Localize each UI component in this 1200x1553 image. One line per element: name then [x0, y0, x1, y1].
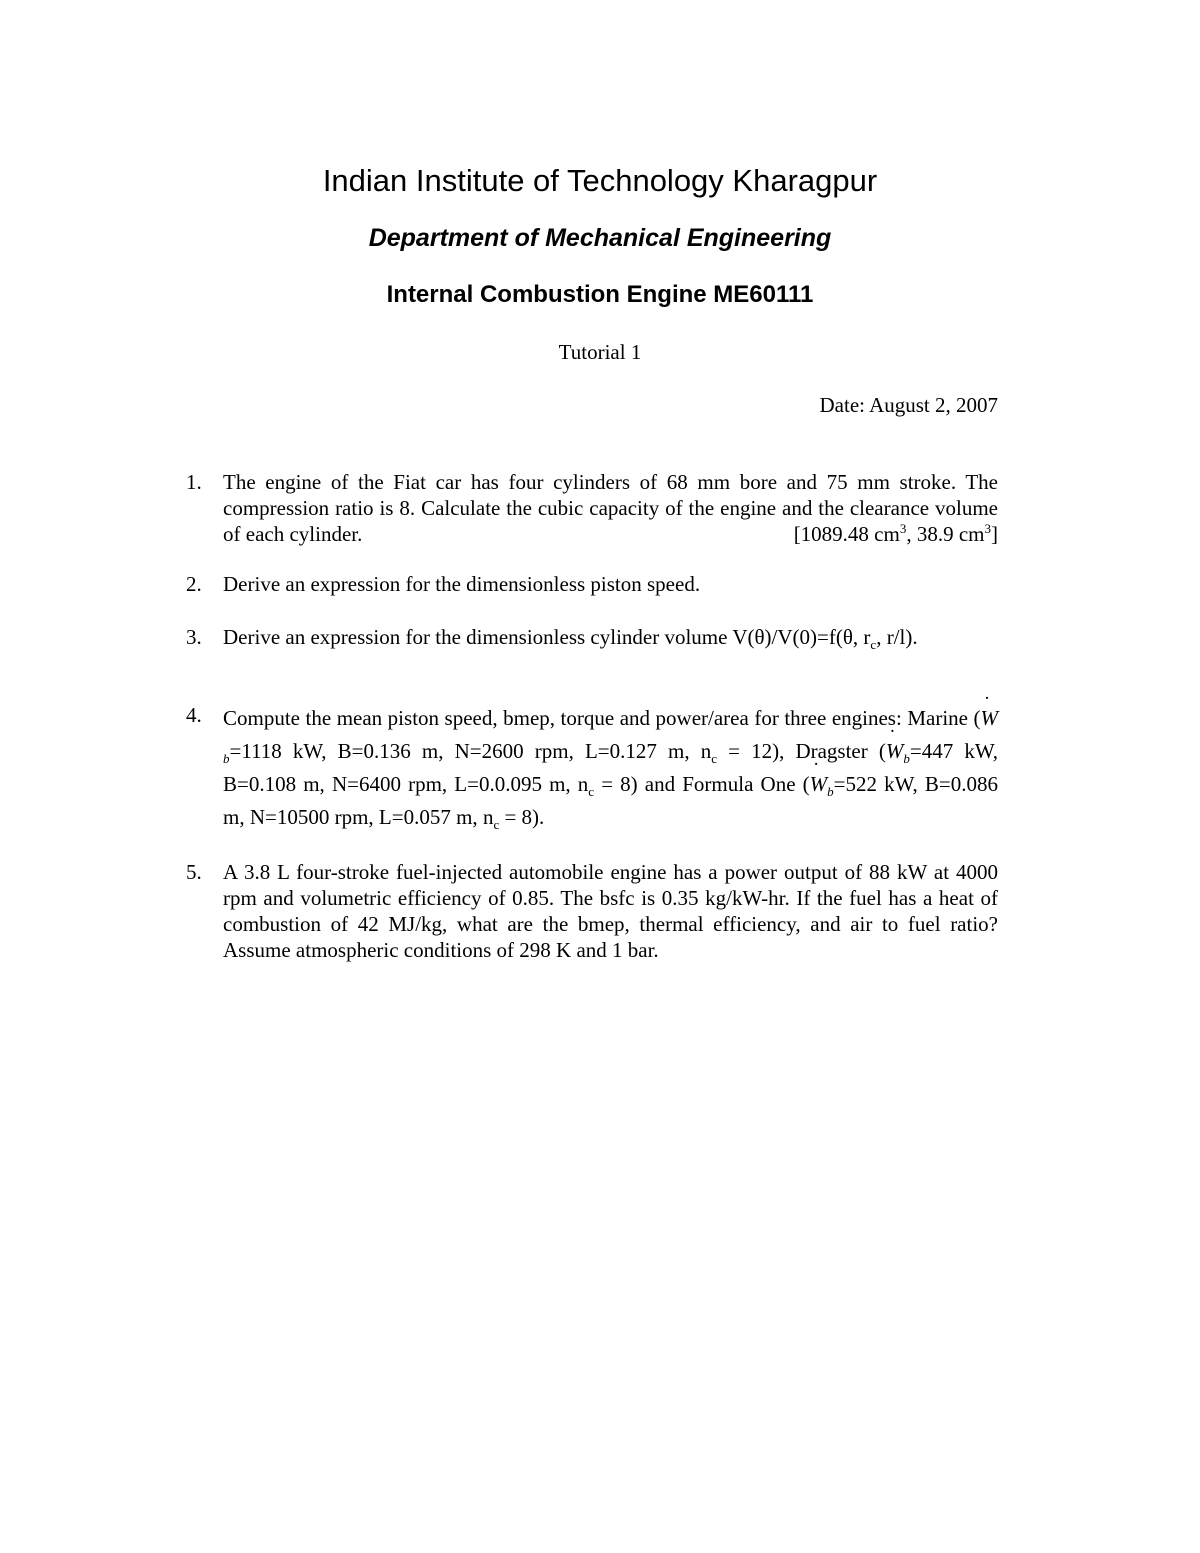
question-body — [223, 469, 998, 547]
question-body — [223, 702, 998, 834]
tutorial-number: Tutorial 1 — [558, 340, 642, 364]
question-body — [223, 571, 998, 597]
answer-key: [1089.48 $cm^3$, 38.9 $cm^3$] — [793, 521, 998, 546]
question-number: 4. — [186, 703, 202, 727]
question-text: A 3.8 L four-stroke fuel-injected automobile engine has a power output of 88 kW at 4000 rpm and volumetric efficiency of 0.85. The bsfc is 0.35 kg/kW-hr. If the fuel has a heat of combustion of 42 MJ/kg, what are the bmep, thermal efficiency, and air to fuel ratio? Assume atmospheric conditions of 298 K and 1 bar. — [223, 860, 998, 962]
question-3 — [186, 624, 998, 653]
question-2 — [186, 571, 998, 597]
dragster-engine: (˙ $W_b=447$ kW, B=0.108 m, N=6400 rpm, L=0.0.095 m, $n_c = 8$) and Formula One — [223, 739, 998, 796]
question-number: 1. — [186, 470, 202, 494]
question-intro: Compute the mean piston speed, bmep, torque and power/area for three engines: — [223, 706, 902, 730]
question-number: 2. — [186, 572, 202, 596]
question-4 — [186, 702, 998, 834]
question-1 — [186, 469, 998, 547]
question-body: Derive an expression for the dimensionless cylinder volume V(θ)/V(0)=f(θ, $r_c$, r/l). — [223, 625, 918, 653]
tutorial-date: Date: August 2, 2007 — [819, 393, 998, 417]
question-text: Derive an expression for the dimensionless piston speed. — [223, 572, 701, 596]
marine-engine: Marine (˙ $W_b=1118$ kW, B=0.136 m, N=2600 rpm, L=0.127 m, $n_c = 12$), Dragster — [223, 706, 998, 763]
question-body — [223, 859, 998, 963]
question-text: The engine of the Fiat car has four cylinders of 68 mm bore and 75 mm stroke. The compression ratio is 8. Calculate the cubic capacity of the engine and the clearance volume of each cylinder. — [223, 470, 998, 546]
course-title: Internal Combustion Engine ME60111 — [386, 281, 814, 308]
question-text: Derive an expression for the dimensionless cylinder volume V(θ)/V(0)=f(θ, r — [223, 625, 871, 649]
question-number: 5. — [186, 860, 202, 884]
formula-one-engine: (˙ $W_b=522$ kW, B=0.086 m, N=10500 rpm, L=0.057 m, $n_c = 8$). — [223, 772, 998, 829]
question-number: 3. — [186, 625, 202, 649]
department-title: Department of Mechanical Engineering — [368, 224, 832, 252]
question-5 — [186, 859, 998, 963]
institute-title: Indian Institute of Technology Kharagpur — [322, 163, 878, 198]
